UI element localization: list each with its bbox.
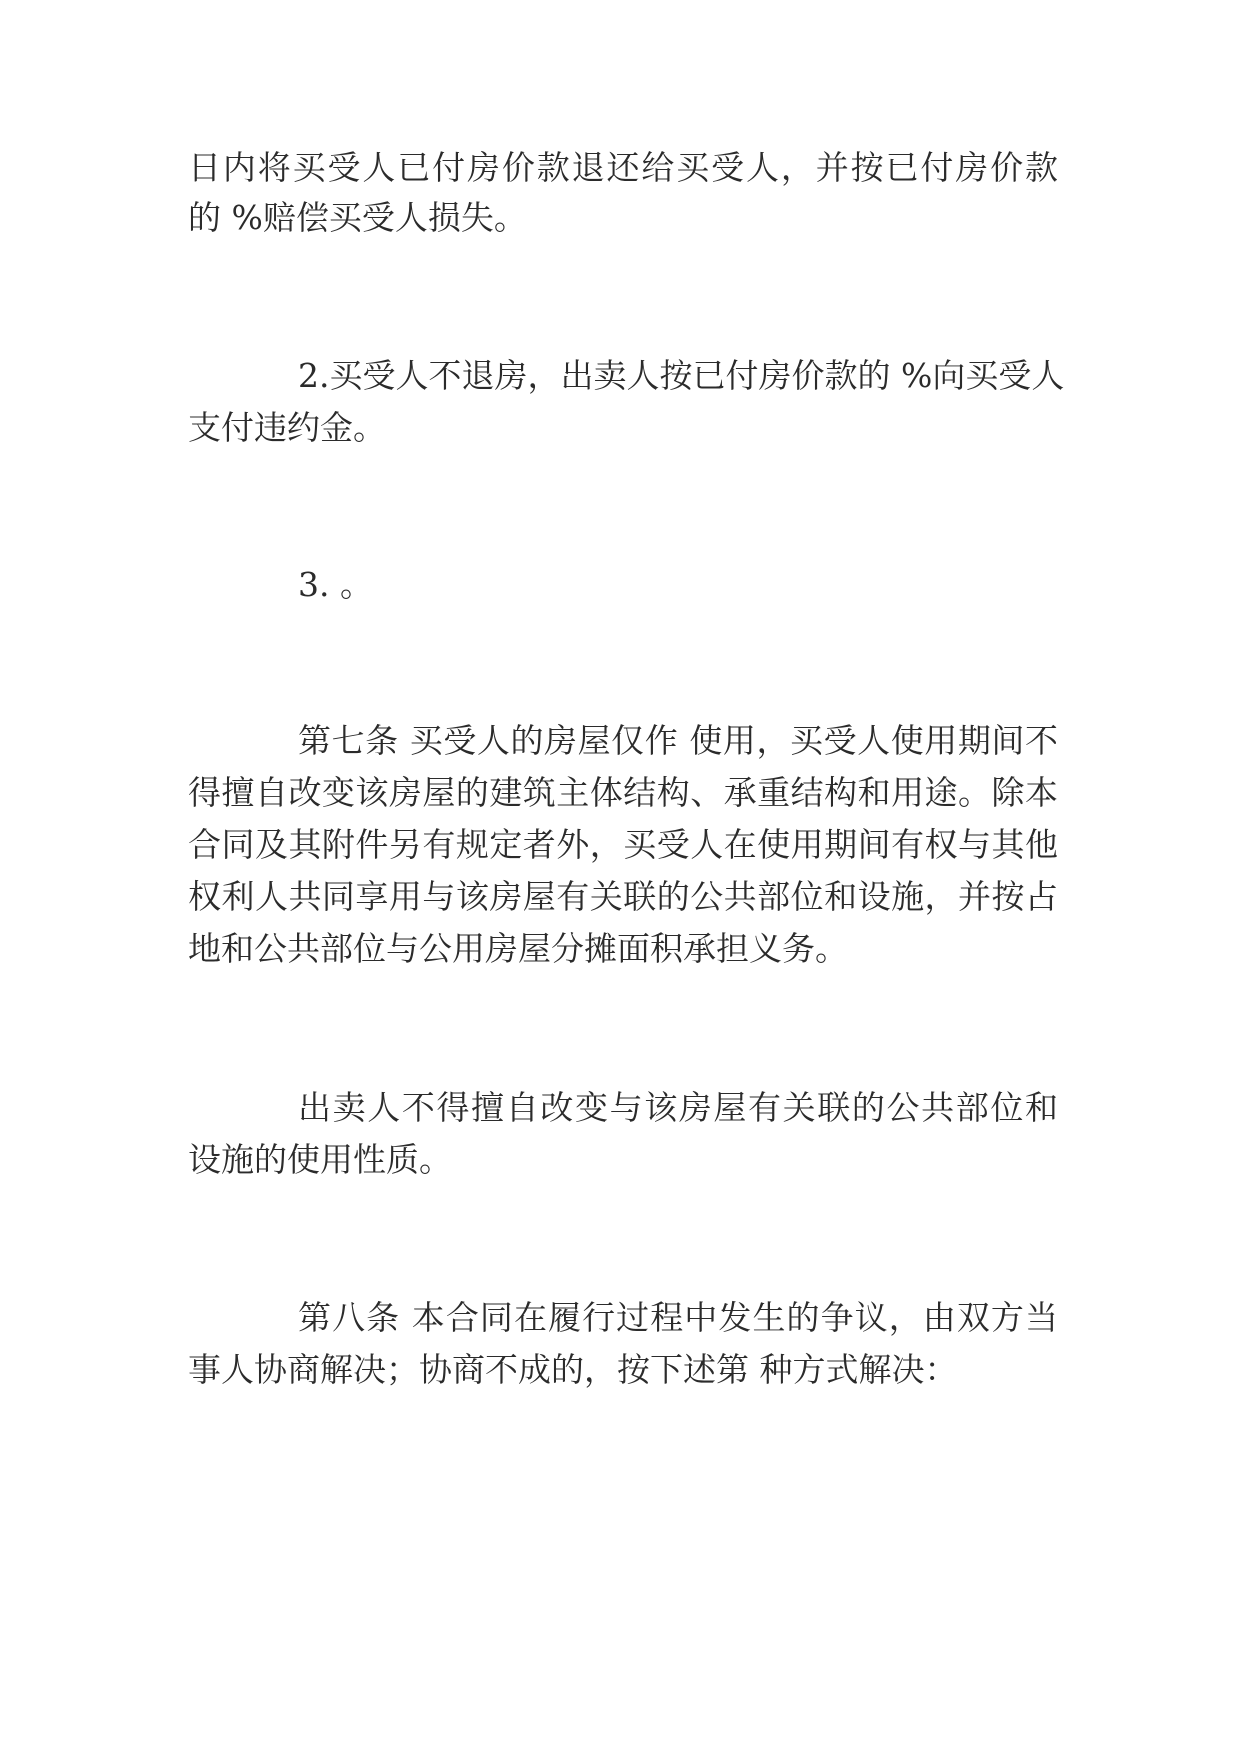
paragraph-line: 设施的使用性质。 bbox=[188, 1140, 452, 1179]
paragraph-line: 日内将买受人已付房价款退还给买受人，并按已付房价款 bbox=[188, 148, 1058, 187]
paragraph-line: 得擅自改变该房屋的建筑主体结构、承重结构和用途。除本 bbox=[188, 773, 1058, 812]
paragraph-line: 3. 。 bbox=[298, 565, 373, 604]
paragraph-line: 出卖人不得擅自改变与该房屋有关联的公共部位和 bbox=[298, 1088, 1058, 1127]
paragraph-line: 的 %赔偿买受人损失。 bbox=[188, 198, 527, 237]
paragraph-line: 2.买受人不退房，出卖人按已付房价款的 %向买受人 bbox=[298, 356, 1065, 395]
paragraph-line: 地和公共部位与公用房屋分摊面积承担义务。 bbox=[188, 929, 848, 968]
paragraph-line: 第八条 本合同在履行过程中发生的争议，由双方当 bbox=[298, 1298, 1058, 1337]
paragraph-line: 支付违约金。 bbox=[188, 408, 386, 447]
paragraph-line: 合同及其附件另有规定者外，买受人在使用期间有权与其他 bbox=[188, 825, 1058, 864]
paragraph-line: 事人协商解决；协商不成的，按下述第 种方式解决： bbox=[188, 1350, 958, 1389]
paragraph-line: 权利人共同享用与该房屋有关联的公共部位和设施，并按占 bbox=[188, 877, 1058, 916]
paragraph-line: 第七条 买受人的房屋仅作 使用，买受人使用期间不 bbox=[298, 721, 1058, 760]
